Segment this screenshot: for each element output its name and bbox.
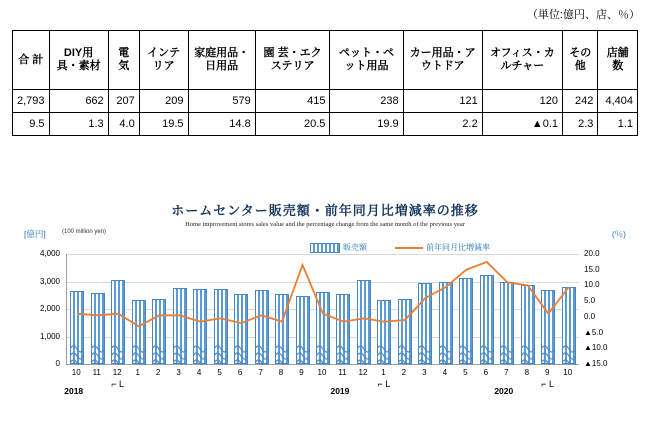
col-header: 合 計 <box>13 31 50 90</box>
y2-tick-label: ▲15.0 <box>584 359 608 368</box>
cell: 1.1 <box>598 113 638 136</box>
col-header: インテリア <box>139 31 188 90</box>
cell: 4.0 <box>108 113 139 136</box>
cell: 19.5 <box>139 113 188 136</box>
cell: 662 <box>49 90 108 113</box>
legend-label: 販売額 <box>343 243 367 252</box>
col-header: ペット・ペット用品 <box>330 31 403 90</box>
chart-container <box>10 196 640 431</box>
cell: 121 <box>403 90 482 113</box>
x-tick-label: 10 <box>71 368 81 377</box>
cell: 20.5 <box>255 113 330 136</box>
unit-note: （単位:億円、店、％） <box>526 9 640 21</box>
col-header: カー用品・アウトドア <box>403 31 482 90</box>
y2-tick-label: 0.0 <box>584 311 596 321</box>
year-label: 2019 <box>330 386 350 396</box>
x-tick-label: 4 <box>442 368 448 377</box>
col-header: 家庭用品・日用品 <box>188 31 255 90</box>
cell: 120 <box>482 90 562 113</box>
y-tick-label: 3,000 <box>39 276 60 286</box>
x-tick-label: 3 <box>422 368 427 377</box>
cell: 9.5 <box>13 113 50 136</box>
legend-item-line <box>395 242 490 253</box>
line-swatch-icon <box>395 247 423 249</box>
x-tick-label: 7 <box>258 368 263 377</box>
x-tick-label: 12 <box>112 368 122 377</box>
year-label: 2020 <box>494 386 514 396</box>
year-brace-icon: ⌐ L <box>541 379 555 389</box>
x-tick-label: 2 <box>401 368 407 377</box>
y2-tick-label: 15.0 <box>584 264 600 274</box>
y-axis-label-en: (100 million yen) <box>62 229 107 235</box>
y2-tick-label: ▲5.0 <box>584 327 604 337</box>
x-tick-label: 10 <box>317 368 327 377</box>
cell: 2.3 <box>563 113 598 136</box>
cell: 2,793 <box>13 90 50 113</box>
legend-label: 前年同月比増減率 <box>426 243 490 252</box>
chart-title: ホームセンター販売額・前年同月比増減率の推移 <box>171 203 479 218</box>
y-tick-label: 0 <box>55 359 60 368</box>
cell: 209 <box>139 90 188 113</box>
x-tick-label: 11 <box>92 368 101 377</box>
table-row <box>13 90 638 113</box>
x-tick-label: 1 <box>381 368 386 377</box>
col-header: 電 気 <box>108 31 139 90</box>
y-tick-label: 1,000 <box>39 331 60 341</box>
x-tick-label: 1 <box>135 368 140 377</box>
col-header: 店舗数 <box>598 31 638 90</box>
cell: 4,404 <box>598 90 638 113</box>
x-tick-label: 10 <box>563 368 573 377</box>
y2-tick-label: ▲10.0 <box>584 343 608 353</box>
y-tick-label: 4,000 <box>39 249 60 258</box>
cell: 19.9 <box>330 113 403 136</box>
x-tick-label: 6 <box>483 368 489 377</box>
x-tick-label: 9 <box>299 368 304 377</box>
cell: 2.2 <box>403 113 482 136</box>
cell: 207 <box>108 90 139 113</box>
summary-table <box>12 30 638 136</box>
y2-tick-label: 20.0 <box>584 249 600 258</box>
table-row <box>13 113 638 136</box>
cell: 238 <box>330 90 403 113</box>
cell: 415 <box>255 90 330 113</box>
col-header: オフィス・カルチャー <box>482 31 562 90</box>
x-tick-label: 5 <box>463 368 468 377</box>
cell: 1.3 <box>49 113 108 136</box>
x-tick-label: 8 <box>524 368 530 377</box>
x-tick-label: 7 <box>504 368 509 377</box>
cell: 14.8 <box>188 113 255 136</box>
x-tick-label: 11 <box>338 368 347 377</box>
chart-subtitle: Home improvement stores sales value and the percentage change from the same month of the previous year <box>185 221 465 228</box>
x-tick-label: 4 <box>196 368 202 377</box>
chart-legend <box>310 242 490 253</box>
x-tick-label: 2 <box>155 368 161 377</box>
col-header: その他 <box>563 31 598 90</box>
x-tick-label: 3 <box>176 368 181 377</box>
cell: 242 <box>563 90 598 113</box>
y-tick-label: 2,000 <box>39 304 60 313</box>
col-header: 園 芸・エクステリア <box>255 31 330 90</box>
y2-tick-label: 5.0 <box>584 296 596 306</box>
legend-item-bar <box>310 242 367 253</box>
x-tick-label: 5 <box>217 368 222 377</box>
chart-plot-area <box>66 254 579 365</box>
year-label: 2018 <box>64 386 84 396</box>
y2-tick-label: 10.0 <box>584 280 600 290</box>
line-series <box>67 254 579 364</box>
bar-swatch-icon <box>310 243 340 253</box>
year-brace-icon: ⌐ L <box>377 379 391 389</box>
year-brace-icon: ⌐ L <box>111 379 124 389</box>
x-tick-label: 12 <box>358 368 368 377</box>
x-tick-label: 8 <box>278 368 284 377</box>
y2-axis-label: (％) <box>611 229 626 239</box>
col-header: DIY用具・素材 <box>49 31 108 90</box>
cell: 579 <box>188 90 255 113</box>
x-tick-label: 9 <box>545 368 550 377</box>
y-axis-label: [億円] <box>24 229 46 239</box>
cell: ▲0.1 <box>482 113 562 136</box>
table-header-row <box>13 31 638 90</box>
x-tick-label: 6 <box>237 368 243 377</box>
